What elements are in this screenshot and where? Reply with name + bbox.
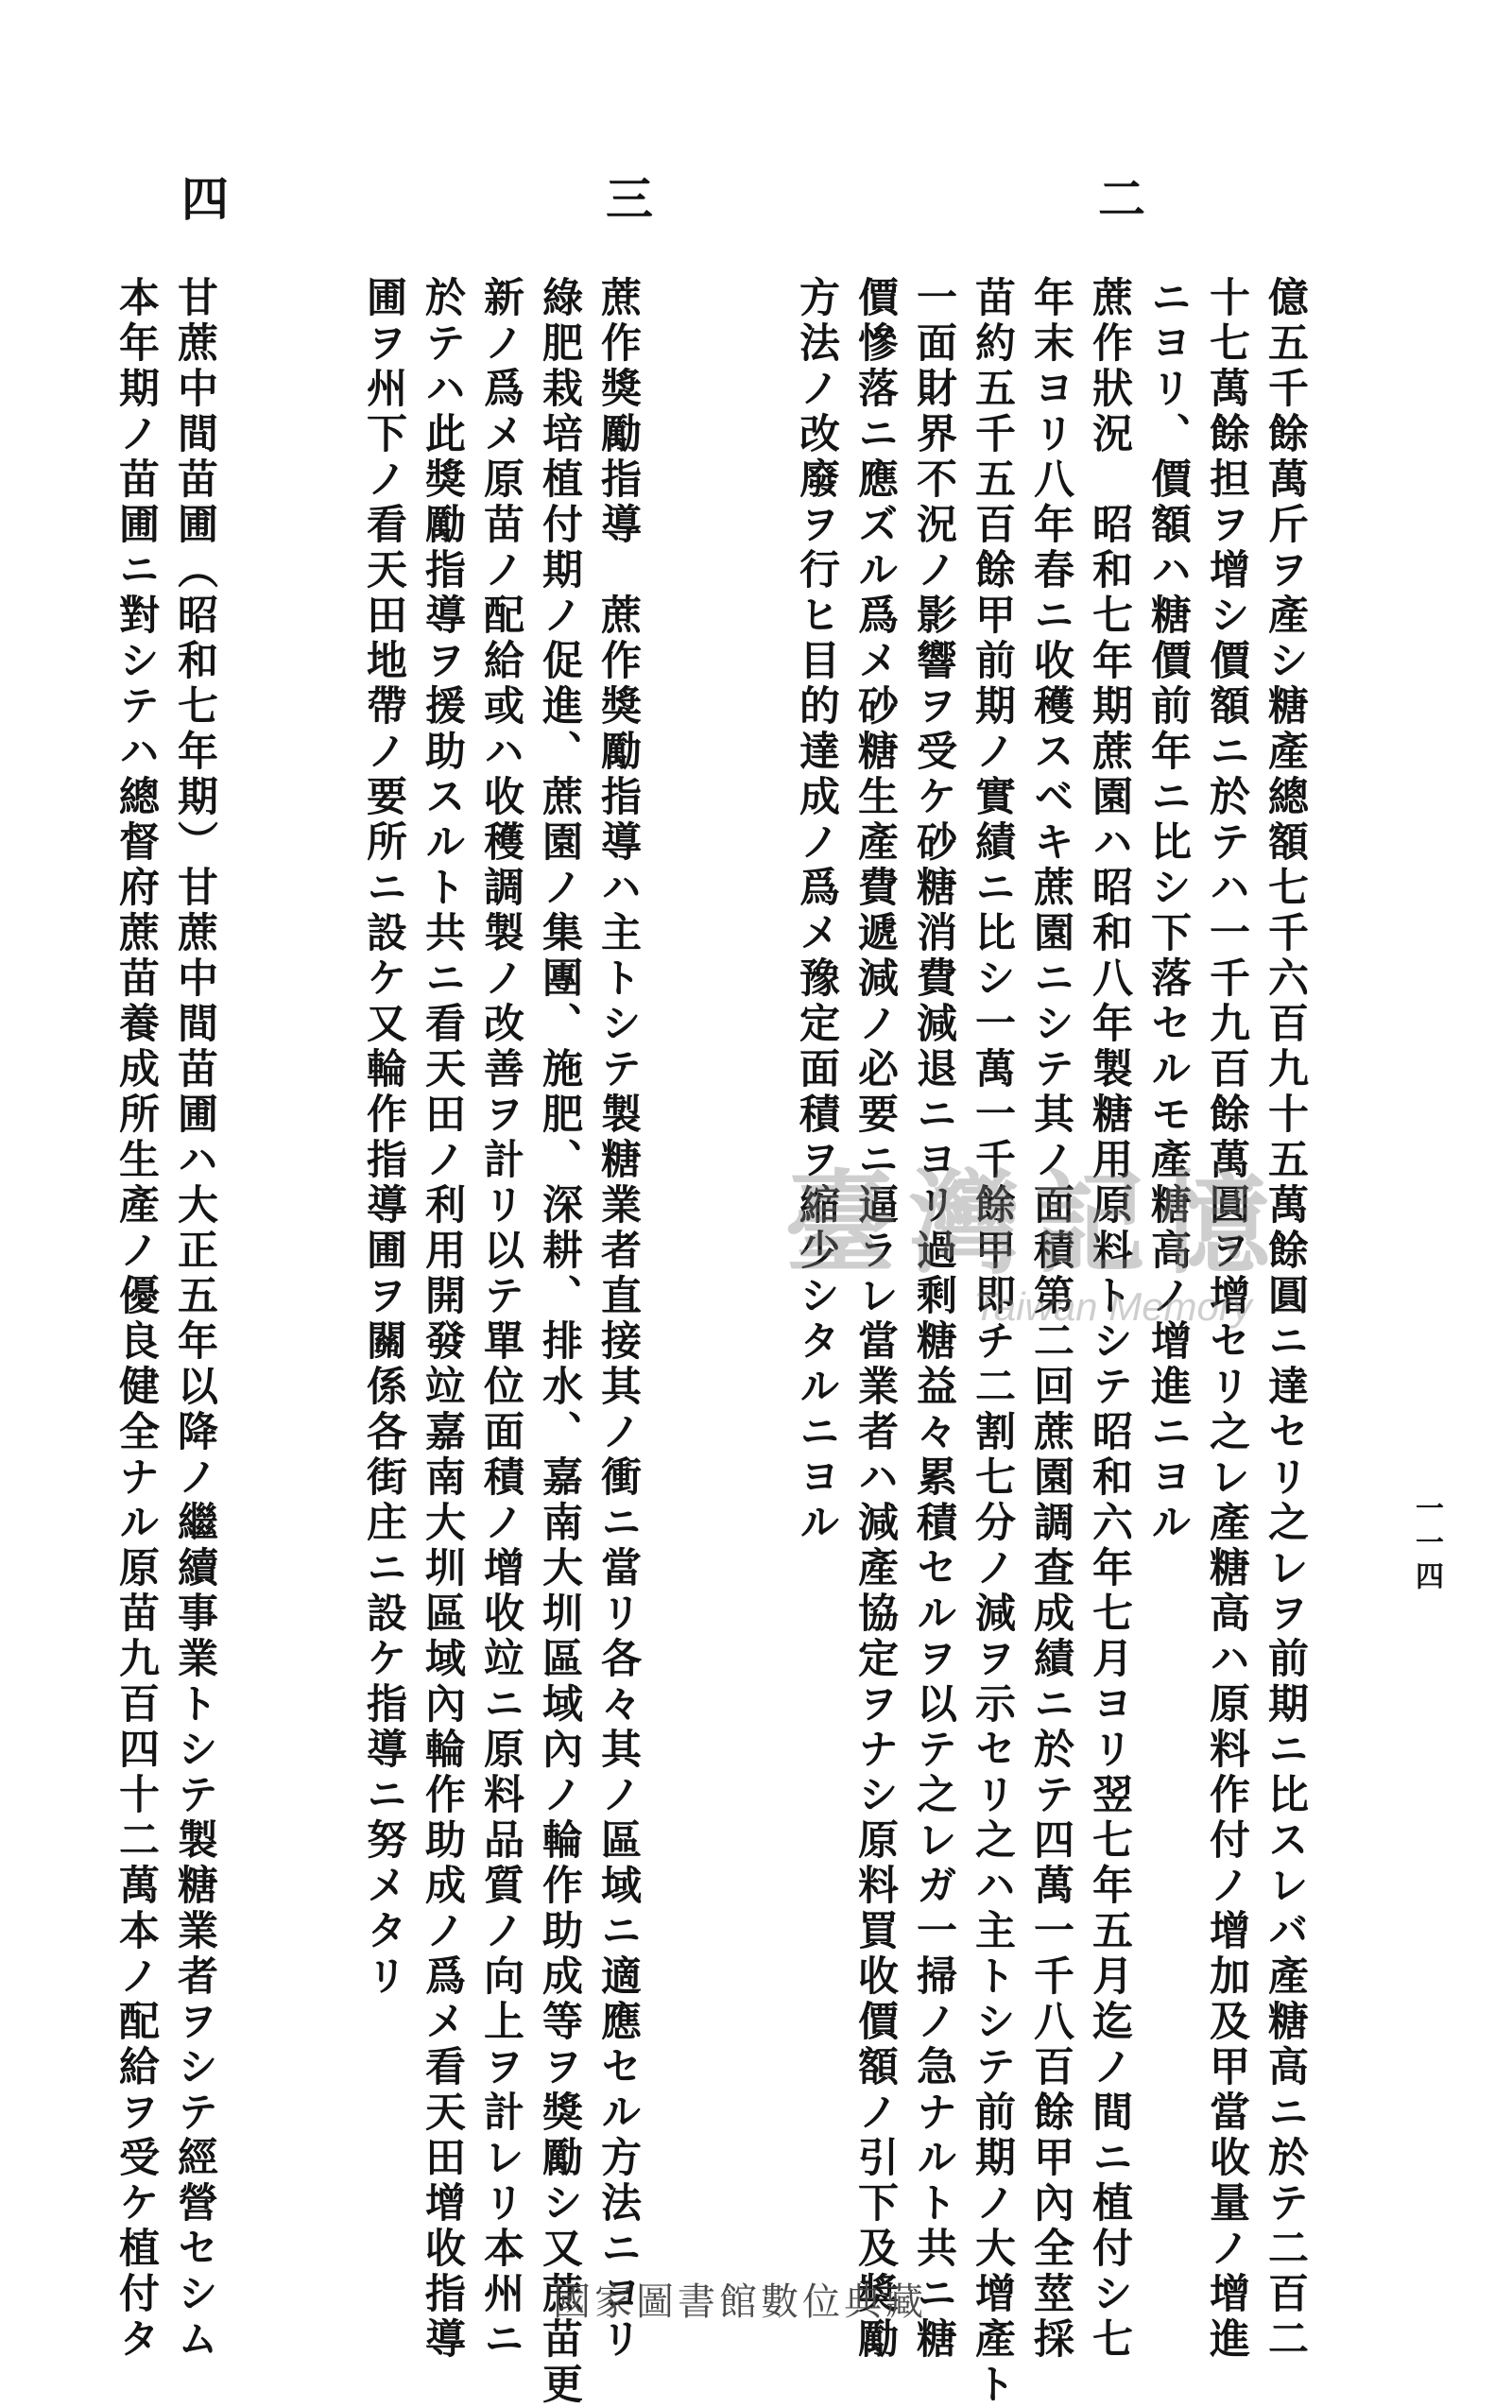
- text-column: ニヨリ、價額ハ糖價前年ニ比シ下落セルモ產糖高ノ增進ニヨル: [1144, 276, 1192, 1546]
- text-column: 於テハ此獎勵指導ヲ援助スルト共ニ看天田ノ利用開發竝嘉南大圳區域內輪作助成ノ爲メ看天田增收指導: [419, 276, 466, 2363]
- page-number: 一一四: [1410, 1493, 1443, 1595]
- text-column: 圃ヲ州下ノ看天田地帶ノ要所ニ設ケ又輪作指導圃ヲ關係各街庄ニ設ケ指導ニ努メタリ: [360, 276, 407, 2000]
- footer-source: 國家圖書館數位典藏: [553, 2280, 927, 2324]
- text-column: 本年期ノ苗圃ニ對シテハ總督府蔗苗養成所生產ノ優良健全ナル原苗九百四十二萬本ノ配給ヲ受ケ植付タ: [112, 276, 160, 2363]
- text-column: 億五千餘萬斤ヲ產シ糖產總額七千六百九十五萬餘圓ニ達セリ之レヲ前期ニ比スレバ產糖高ニ於テ二百二: [1262, 276, 1309, 2363]
- text-column: 十七萬餘担ヲ增シ價額ニ於テハ一千九百餘萬圓ヲ增セリ之レ產糖高ハ原料作付ノ增加及甲當收量ノ增進: [1203, 276, 1250, 2363]
- text-column: 年末ヨリ八年春ニ收穫スベキ蔗園ニシテ其ノ面積第二回蔗園調查成績ニ於テ四萬一千八百餘甲內全莖採: [1027, 276, 1074, 2363]
- text-column: 一面財界不況ノ影響ヲ受ケ砂糖消費減退ニヨリ過剩糖益々累積セルヲ以テ之レガ一掃ノ急ナルト共ニ糖: [910, 276, 957, 2363]
- watermark-subtitle: Taiwan Memory: [973, 1284, 1252, 1329]
- section-marker-four: 四: [181, 171, 229, 227]
- text-column: 方法ノ改廢ヲ行ヒ目的達成ノ爲メ豫定面積ヲ縮少シタルニヨル: [793, 276, 840, 1546]
- text-column: 甘蔗中間苗圃（昭和七年期）甘蔗中間苗圃ハ大正五年以降ノ繼續事業トシテ製糖業者ヲシテ經營セシム: [171, 276, 218, 2363]
- section-marker-three: 三: [606, 171, 653, 227]
- text-column: 綠肥栽培植付期ノ促進、蔗園ノ集團、施肥、深耕、排水、嘉南大圳區域內ノ輪作助成等ヲ獎勵シ又蔗苗更: [536, 276, 583, 2408]
- section-marker-two: 二: [1098, 171, 1145, 227]
- text-column: 價慘落ニ應ズル爲メ砂糖生產費遞減ノ必要ニ逼ラレ當業者ハ減產協定ヲナシ原料買收價額ノ引下及獎勵: [851, 276, 899, 2363]
- text-column: 新ノ爲メ原苗ノ配給或ハ收穫調製ノ改善ヲ計リ以テ單位面積ノ增收竝ニ原料品質ノ向上ヲ計レリ本州ニ: [477, 276, 524, 2363]
- watermark-logo: 臺灣記憶: [784, 1158, 1284, 1289]
- text-column: 蔗作狀況 昭和七年期蔗園ハ昭和八年製糖用原料トシテ昭和六年七月ヨリ翌七年五月迄ノ間ニ植付シ七: [1086, 276, 1133, 2363]
- text-column: 苗約五千五百餘甲前期ノ實績ニ比シ一萬一千餘甲即チ二割七分ノ減ヲ示セリ之ハ主トシテ前期ノ大增產ト: [969, 276, 1016, 2408]
- text-column: 蔗作獎勵指導 蔗作獎勵指導ハ主トシテ製糖業者直接其ノ衝ニ當リ各々其ノ區域ニ適應セル方法ニヨリ: [594, 276, 642, 2363]
